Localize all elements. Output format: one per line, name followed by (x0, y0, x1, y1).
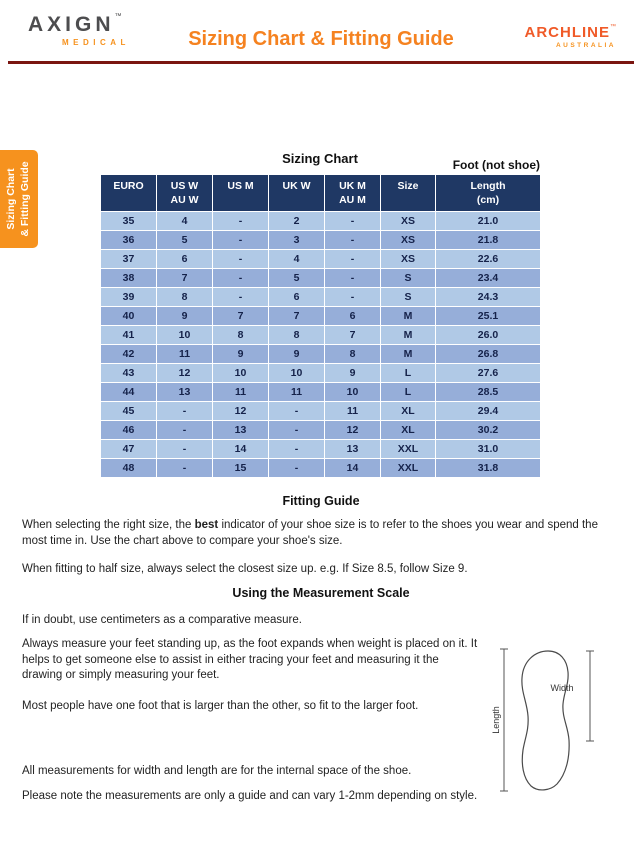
table-cell: 14 (325, 459, 381, 478)
archline-trademark: ™ (610, 24, 616, 30)
table-cell: 9 (325, 364, 381, 383)
table-cell: 10 (213, 364, 269, 383)
table-cell: 21.8 (436, 231, 541, 250)
foot-measurement-diagram (490, 645, 600, 795)
table-cell: 28.5 (436, 383, 541, 402)
sizing-chart-title: Sizing Chart (282, 151, 358, 166)
table-cell: 27.6 (436, 364, 541, 383)
table-cell: 31.0 (436, 440, 541, 459)
table-cell: M (381, 345, 436, 364)
table-cell: 6 (269, 288, 325, 307)
sizing-table-body (101, 212, 541, 478)
table-cell: 36 (101, 231, 157, 250)
table-cell: - (269, 402, 325, 421)
table-cell: 47 (101, 440, 157, 459)
table-cell: 13 (325, 440, 381, 459)
table-cell: 12 (157, 364, 213, 383)
table-cell: XL (381, 402, 436, 421)
archline-logo (525, 24, 617, 49)
measurement-paragraph-2: Always measure your feet standing up, as the foot expands when weight is placed on it. It helps to get someone else to assist in either tracing your feet and measuring it the drawing or simply measuring your feet. (22, 638, 478, 682)
table-cell: 30.2 (436, 421, 541, 440)
column-header: EURO (101, 175, 157, 212)
table-cell: XXL (381, 459, 436, 478)
fitting-guide-heading: Fitting Guide (282, 494, 360, 508)
side-tab-line1: Sizing Chart (5, 168, 18, 230)
table-cell: 44 (101, 383, 157, 402)
table-cell: 38 (101, 269, 157, 288)
table-cell: - (157, 402, 213, 421)
table-row (101, 383, 541, 402)
table-cell: 42 (101, 345, 157, 364)
table-cell: - (213, 269, 269, 288)
table-cell: 6 (157, 250, 213, 269)
table-cell: 6 (325, 307, 381, 326)
table-cell: - (325, 269, 381, 288)
table-cell: 10 (157, 326, 213, 345)
table-cell: - (325, 231, 381, 250)
table-cell: 40 (101, 307, 157, 326)
page-title: Sizing Chart & Fitting Guide (188, 28, 454, 50)
sizing-table-container (100, 174, 540, 478)
measurement-scale-heading: Using the Measurement Scale (232, 586, 410, 600)
archline-logo-subtext: AUSTRALIA (555, 42, 616, 49)
table-cell: 11 (269, 383, 325, 402)
table-cell: S (381, 288, 436, 307)
table-cell: - (213, 288, 269, 307)
column-header: UK W (269, 175, 325, 212)
fitting-guide-paragraph-2: When fitting to half size, always select the closest size up. e.g. If Size 8.5, follow Size 9. (22, 563, 468, 575)
table-cell: 8 (157, 288, 213, 307)
column-header: Length (cm) (436, 175, 541, 212)
table-cell: 24.3 (436, 288, 541, 307)
table-cell: 29.4 (436, 402, 541, 421)
axign-logo-subtext: MEDICAL (62, 38, 130, 47)
side-tab-line2: & Fitting Guide (19, 161, 31, 237)
table-cell: L (381, 364, 436, 383)
table-cell: 14 (213, 440, 269, 459)
fitting-guide-p1-before: When selecting the right size, the (22, 519, 195, 531)
table-cell: XXL (381, 440, 436, 459)
foot-not-shoe-label: Foot (not shoe) (452, 158, 540, 172)
table-cell: 26.8 (436, 345, 541, 364)
table-row (101, 402, 541, 421)
axign-logo-text: AXIGN (28, 13, 115, 36)
measurement-paragraph-3: Most people have one foot that is larger than the other, so fit to the larger foot. (22, 700, 419, 712)
table-cell: - (213, 250, 269, 269)
table-cell: 43 (101, 364, 157, 383)
table-row (101, 288, 541, 307)
table-cell: 9 (269, 345, 325, 364)
table-cell: XS (381, 212, 436, 231)
table-cell: 8 (213, 326, 269, 345)
length-label: Length (491, 706, 501, 734)
foot-outline-icon (490, 645, 600, 795)
table-row (101, 231, 541, 250)
table-cell: 4 (269, 250, 325, 269)
fitting-guide-p1-bold: best (194, 519, 219, 531)
table-row (101, 269, 541, 288)
table-cell: 46 (101, 421, 157, 440)
table-cell: - (325, 288, 381, 307)
table-cell: 9 (213, 345, 269, 364)
table-cell: 12 (325, 421, 381, 440)
sizing-table (100, 174, 541, 478)
table-row (101, 421, 541, 440)
table-cell: 10 (269, 364, 325, 383)
table-cell: - (269, 421, 325, 440)
table-cell: 12 (213, 402, 269, 421)
table-row (101, 364, 541, 383)
table-cell: 26.0 (436, 326, 541, 345)
width-label: Width (550, 683, 574, 693)
table-cell: S (381, 269, 436, 288)
table-cell: 2 (269, 212, 325, 231)
table-cell: - (325, 212, 381, 231)
table-row (101, 440, 541, 459)
table-cell: 31.8 (436, 459, 541, 478)
table-row (101, 326, 541, 345)
table-cell: L (381, 383, 436, 402)
table-row (101, 307, 541, 326)
table-cell: 8 (269, 326, 325, 345)
table-cell: - (269, 459, 325, 478)
archline-logo-text: ARCHLINE (524, 24, 610, 41)
table-cell: 39 (101, 288, 157, 307)
table-cell: XL (381, 421, 436, 440)
table-cell: 35 (101, 212, 157, 231)
table-cell: 9 (157, 307, 213, 326)
table-cell: 45 (101, 402, 157, 421)
table-cell: 7 (157, 269, 213, 288)
header (0, 0, 642, 60)
table-cell: 7 (269, 307, 325, 326)
table-row (101, 250, 541, 269)
fitting-guide-p1-after: indicator of your shoe size is to refer to the shoes you wear and spend the most time in. Use the chart above to compare your shoe's size. (22, 519, 598, 547)
table-cell: M (381, 326, 436, 345)
axign-trademark: ™ (114, 13, 122, 20)
table-cell: - (157, 459, 213, 478)
column-header: US W AU W (157, 175, 213, 212)
table-row (101, 212, 541, 231)
table-cell: - (325, 250, 381, 269)
table-cell: 48 (101, 459, 157, 478)
measurement-paragraph-1: If in doubt, use centimeters as a comparative measure. (22, 614, 302, 626)
table-cell: 37 (101, 250, 157, 269)
table-row (101, 345, 541, 364)
table-cell: 13 (213, 421, 269, 440)
table-cell: 15 (213, 459, 269, 478)
header-divider (8, 61, 634, 64)
table-cell: 4 (157, 212, 213, 231)
measurement-paragraph-5: Please note the measurements are only a guide and can vary 1-2mm depending on style. (22, 790, 478, 802)
table-cell: 3 (269, 231, 325, 250)
table-cell: - (157, 421, 213, 440)
table-cell: - (213, 231, 269, 250)
table-cell: 10 (325, 383, 381, 402)
fitting-guide-paragraph-1 (22, 518, 622, 549)
table-cell: 11 (325, 402, 381, 421)
table-cell: 25.1 (436, 307, 541, 326)
table-cell: 5 (157, 231, 213, 250)
side-tab (0, 150, 38, 248)
column-header: US M (213, 175, 269, 212)
sizing-table-header-row (101, 175, 541, 212)
table-cell: 11 (213, 383, 269, 402)
column-header: Size (381, 175, 436, 212)
table-cell: M (381, 307, 436, 326)
table-cell: 8 (325, 345, 381, 364)
measurement-paragraph-4: All measurements for width and length are for the internal space of the shoe. (22, 765, 412, 777)
table-cell: - (157, 440, 213, 459)
table-cell: - (269, 440, 325, 459)
table-row (101, 459, 541, 478)
side-tab-label (0, 150, 38, 248)
table-cell: 21.0 (436, 212, 541, 231)
table-cell: 7 (325, 326, 381, 345)
table-cell: 23.4 (436, 269, 541, 288)
table-cell: 13 (157, 383, 213, 402)
table-cell: 5 (269, 269, 325, 288)
table-cell: - (213, 212, 269, 231)
column-header: UK M AU M (325, 175, 381, 212)
table-cell: 41 (101, 326, 157, 345)
table-cell: 22.6 (436, 250, 541, 269)
table-cell: 7 (213, 307, 269, 326)
table-cell: 11 (157, 345, 213, 364)
table-cell: XS (381, 250, 436, 269)
table-cell: XS (381, 231, 436, 250)
